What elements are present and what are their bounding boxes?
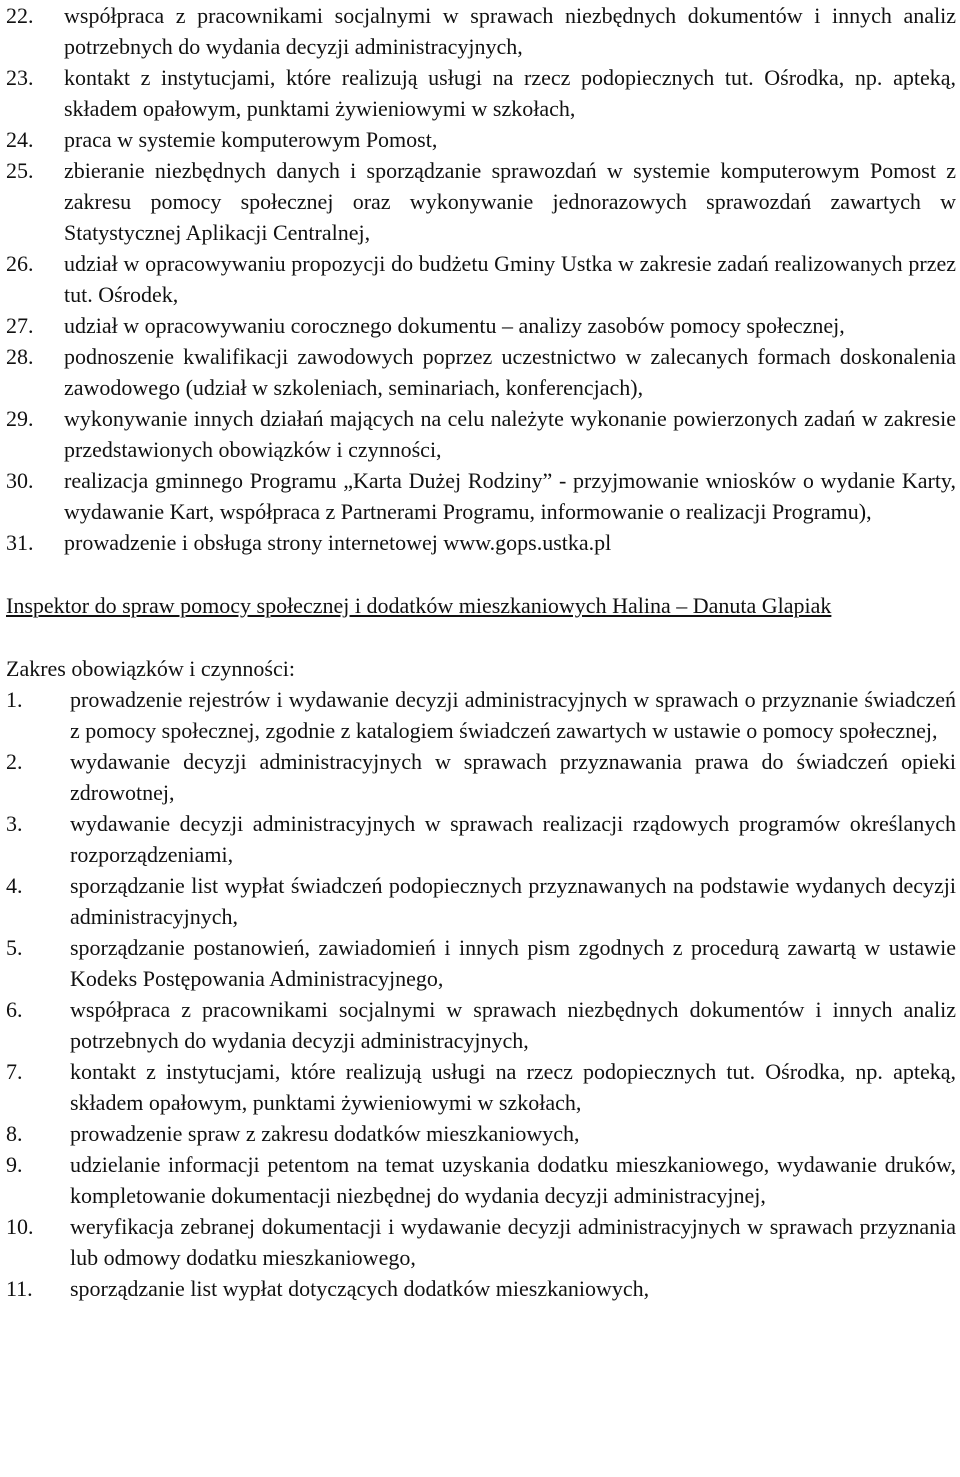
list-item [6,808,956,870]
list-item [6,1056,956,1118]
list-item [6,1273,956,1304]
list-item-number: 29. [6,406,34,431]
list-item-text: wydawanie decyzji administracyjnych w sprawach przyznawania prawa do świadczeń opieki zdrowotnej, [70,749,956,805]
list-item-text: sporządzanie list wypłat świadczeń podopiecznych przyznawanych na podstawie wydanych decyzji administracyjnych, [70,873,956,929]
list-item-number: 24. [6,127,34,152]
list-item [6,684,956,746]
list-item [6,932,956,994]
list-item-text: udział w opracowywaniu corocznego dokumentu – analizy zasobów pomocy społecznej, [64,313,845,338]
list-item-number: 11. [6,1276,33,1301]
list-item-text: współpraca z pracownikami socjalnymi w sprawach niezbędnych dokumentów i innych analiz potrzebnych do wydania decyzji administracyjnych, [70,997,956,1053]
list-item [6,0,956,62]
list-item [6,155,956,248]
document-page [6,0,956,1304]
list-item-text: współpraca z pracownikami socjalnymi w sprawach niezbędnych dokumentów i innych analiz potrzebnych do wydania decyzji administracyjnych, [64,3,956,59]
list-item-text: kontakt z instytucjami, które realizują usługi na rzecz podopiecznych tut. Ośrodka, np. apteką, składem opałowym, punktami żywieniowymi w szkołach, [70,1059,956,1115]
list-item-text: prowadzenie rejestrów i wydawanie decyzji administracyjnych w sprawach o przyznanie świadczeń z pomocy społecznej, zgodnie z katalogiem świadczeń zawartych w ustawie o pomocy społecznej, [70,687,956,743]
list-item [6,310,956,341]
list-item-text: realizacja gminnego Programu „Karta Dużej Rodziny” - przyjmowanie wniosków o wydanie Karty, wydawanie Kart, współpraca z Partnerami Programu, informowanie o realizacji Programu), [64,468,956,524]
list-item [6,746,956,808]
list-item-number: 7. [6,1059,23,1084]
list-item-text: weryfikacja zebranej dokumentacji i wydawanie decyzji administracyjnych w sprawach przyznania lub odmowy dodatku mieszkaniowego, [70,1214,956,1270]
list-item [6,124,956,155]
list-item [6,465,956,527]
list-item-text: sporządzanie list wypłat dotyczących dodatków mieszkaniowych, [70,1276,650,1301]
list-item-number: 9. [6,1152,23,1177]
list-item [6,62,956,124]
list-item-text: udzielanie informacji petentom na temat uzyskania dodatku mieszkaniowego, wydawanie druków, kompletowanie dokumentacji niezbędnej do wydania decyzji administracyjnej, [70,1152,956,1208]
list-item-number: 8. [6,1121,23,1146]
list-item-text: wykonywanie innych działań mających na celu należyte wykonanie powierzonych zadań w zakresie przedstawionych obowiązków i czynności, [64,406,956,462]
list-item [6,248,956,310]
list-item-text: wydawanie decyzji administracyjnych w sprawach realizacji rządowych programów określanych rozporządzeniami, [70,811,956,867]
list-item-text: udział w opracowywaniu propozycji do budżetu Gminy Ustka w zakresie zadań realizowanych przez tut. Ośrodek, [64,251,956,307]
list-item-text: kontakt z instytucjami, które realizują usługi na rzecz podopiecznych tut. Ośrodka, np. apteką, składem opałowym, punktami żywieniowymi w szkołach, [64,65,956,121]
list-item-text: zbieranie niezbędnych danych i sporządzanie sprawozdań w systemie komputerowym Pomost z zakresu pomocy społecznej oraz wykonywanie jednorazowych sprawozdań zawartych w Statystycznej Aplikacji Centralnej, [64,158,956,245]
list-item [6,1211,956,1273]
list-item-number: 2. [6,749,23,774]
section-heading: Inspektor do spraw pomocy społecznej i dodatków mieszkaniowych Halina – Danuta Glapiak [6,593,832,618]
list-item [6,341,956,403]
list-item-number: 6. [6,997,23,1022]
list-item-number: 26. [6,251,34,276]
list-item [6,870,956,932]
list-item-number: 25. [6,158,34,183]
duties-list [6,684,956,1304]
list-item-text: praca w systemie komputerowym Pomost, [64,127,438,152]
list-item-text: sporządzanie postanowień, zawiadomień i innych pism zgodnych z procedurą zawartą w ustawie Kodeks Postępowania Administracyjnego, [70,935,956,991]
section-subheading: Zakres obowiązków i czynności: [6,656,295,681]
list-item-number: 31. [6,530,34,555]
list-item [6,1118,956,1149]
list-item [6,994,956,1056]
list-item-number: 4. [6,873,23,898]
list-item-number: 27. [6,313,34,338]
list-item-text: prowadzenie i obsługa strony internetowej www.gops.ustka.pl [64,530,612,555]
list-item-number: 23. [6,65,34,90]
duties-list-continued [6,0,956,558]
list-item-number: 10. [6,1214,34,1239]
list-item-number: 5. [6,935,23,960]
list-item-number: 3. [6,811,23,836]
list-item-number: 30. [6,468,34,493]
list-item [6,527,956,558]
list-item-number: 1. [6,687,23,712]
list-item-text: prowadzenie spraw z zakresu dodatków mieszkaniowych, [70,1121,580,1146]
list-item-number: 28. [6,344,34,369]
list-item [6,1149,956,1211]
list-item-number: 22. [6,3,34,28]
list-item-text: podnoszenie kwalifikacji zawodowych poprzez uczestnictwo w zalecanych formach doskonalenia zawodowego (udział w szkoleniach, seminariach, konferencjach), [64,344,956,400]
list-item [6,403,956,465]
